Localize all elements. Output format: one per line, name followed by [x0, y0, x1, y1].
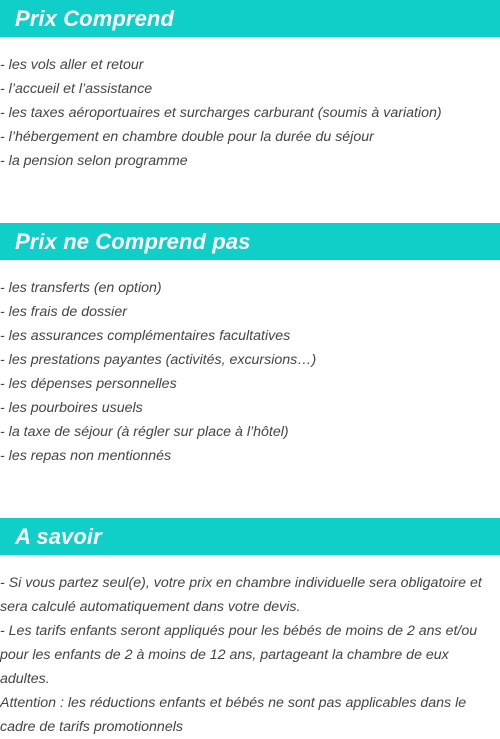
included-list: [0, 53, 500, 173]
note-item: - Si vous partez seul(e), votre prix en chambre individuelle sera obligatoire et sera calculé automatiquement dans votre devis.: [0, 575, 482, 615]
list-item: - les vols aller et retour: [0, 57, 144, 73]
list-item: - les frais de dossier: [0, 304, 127, 320]
list-item: - l’accueil et l’assistance: [0, 81, 153, 97]
list-item: - les taxes aéroportuaires et surcharges carburant (soumis à variation): [0, 105, 442, 121]
list-item: - les prestations payantes (activités, excursions…): [0, 352, 317, 368]
section-title: A savoir: [15, 523, 102, 549]
section-title: Prix Comprend: [15, 5, 174, 31]
list-item: - les repas non mentionnés: [0, 448, 172, 464]
section-title: Prix ne Comprend pas: [15, 228, 251, 254]
section-a-savoir: [0, 518, 500, 739]
section-prix-ne-comprend-pas: [0, 223, 500, 468]
list-item: - les dépenses personnelles: [0, 376, 177, 392]
section-header: [0, 223, 500, 260]
section-header: [0, 0, 500, 37]
notes-list: [0, 571, 500, 739]
list-item: - la pension selon programme: [0, 153, 188, 169]
excluded-list: [0, 276, 500, 468]
note-item: Attention : les réductions enfants et bébés ne sont pas applicables dans le cadre de tarifs promotionnels: [0, 695, 467, 735]
list-item: - la taxe de séjour (à régler sur place à l’hôtel): [0, 424, 289, 440]
list-item: - les transferts (en option): [0, 280, 162, 296]
list-item: - les assurances complémentaires facultatives: [0, 328, 291, 344]
list-item: - les pourboires usuels: [0, 400, 143, 416]
section-header: [0, 518, 500, 555]
list-item: - l’hébergement en chambre double pour la durée du séjour: [0, 129, 374, 145]
section-prix-comprend: [0, 0, 500, 173]
note-item: - Les tarifs enfants seront appliqués pour les bébés de moins de 2 ans et/ou pour les enfants de 2 à moins de 12 ans, partageant la chambre de eux adultes.: [0, 623, 478, 687]
